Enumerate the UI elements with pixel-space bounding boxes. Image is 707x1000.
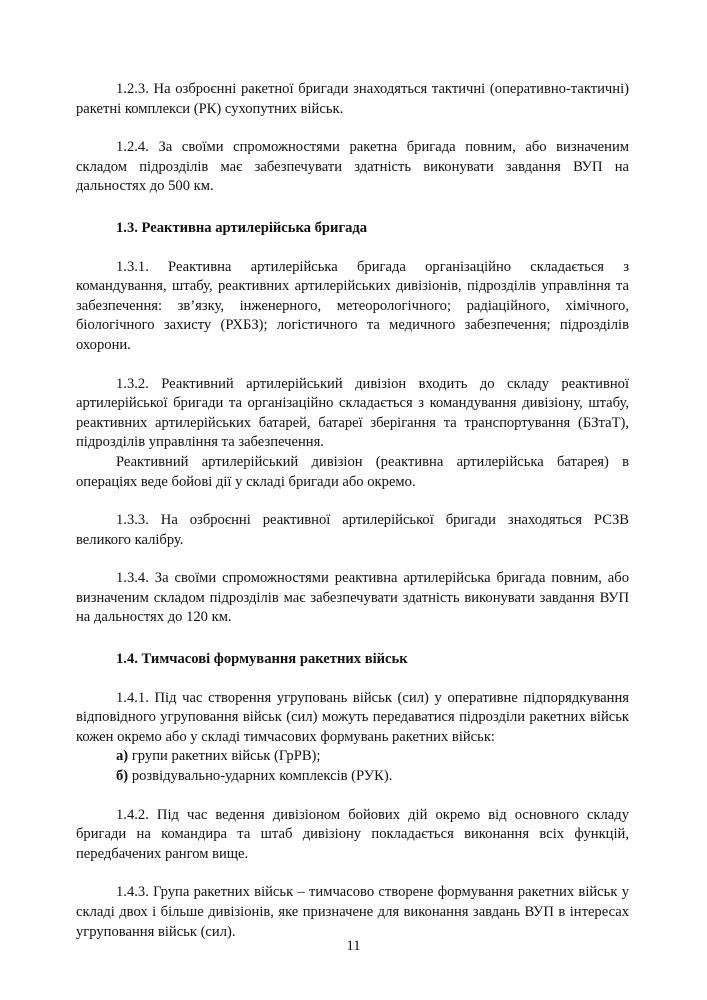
page-number: 11	[346, 938, 361, 954]
paragraph-1-3-4: 1.3.4. За своїми спроможностями реактивна артилерійська бригада повним, або визначеним складом підрозділів має забезпечувати здатність виконувати завдання ВУП на дальностях до 120 км.	[76, 570, 629, 626]
list-item-b	[76, 767, 629, 787]
paragraph-1-4-1: 1.4.1. Під час створення угруповань військ (сил) у оперативне підпорядкування відповідного угруповання військ (сил) можуть передаватися підрозділи ракетних військ кожен окремо або у складі тимчасових формувань ракетних військ:	[76, 689, 629, 745]
paragraph-1-3-2-continued: Реактивний артилерійський дивізіон (реактивна артилерійська батарея) в операціях веде бойові дії у складі бригади або окремо.	[76, 453, 629, 490]
section-heading-1-3: 1.3. Реактивна артилерійська бригада	[116, 219, 368, 236]
paragraph-1-3-2: 1.3.2. Реактивний артилерійський дивізіон входить до складу реактивної артилерійської бригади та організаційно складається з командування дивізіону, штабу, реактивних артилерійських батарей, батареї зберігання та транспортування (БЗтаТ), підрозділів управління та забезпечення.	[76, 375, 629, 451]
list-marker-b: б)	[116, 768, 129, 785]
list-text-b: розвідувально-ударних комплексів (РУК).	[128, 768, 393, 785]
list-marker-a: а)	[116, 748, 129, 765]
paragraph-1-2-4: 1.2.4. За своїми спроможностями ракетна бригада повним, або визначеним складом підрозділів має забезпечувати здатність виконувати завдання ВУП на дальностях до 500 км.	[76, 139, 629, 195]
paragraph-1-4-3: 1.4.3. Група ракетних військ – тимчасово створене формування ракетних військ у складі двох і більше дивізіонів, яке призначене для виконання завдань ВУП в інтересах угруповання військ (сил).	[76, 884, 629, 940]
paragraph-1-4-2: 1.4.2. Під час ведення дивізіоном бойових дій окремо від основного складу бригади на командира та штаб дивізіону покладається виконання всіх функцій, передбачених рангом вище.	[76, 806, 629, 862]
section-heading-1-4: 1.4. Тимчасові формування ракетних військ	[116, 651, 408, 668]
list-text-a: групи ракетних військ (ГрРВ);	[128, 748, 321, 765]
list-item-a	[76, 747, 629, 767]
paragraph-1-3-3: 1.3.3. На озброєнні реактивної артилерійської бригади знаходяться РСЗВ великого калібру.	[76, 512, 629, 548]
paragraph-1-2-3: 1.2.3. На озброєнні ракетної бригади знаходяться тактичні (оперативно-тактичні) ракетні комплекси (РК) сухопутних військ.	[76, 81, 629, 117]
paragraph-1-3-1: 1.3.1. Реактивна артилерійська бригада організаційно складається з командування, штабу, реактивних артилерійських дивізіонів, підрозділів управління та забезпечення: зв’язку, інженерного, метеорологічного; радіаційного, хімічного, біологічного захисту (РХБЗ); логістичного та медичного забезпечення; підрозділів охорони.	[76, 258, 629, 353]
